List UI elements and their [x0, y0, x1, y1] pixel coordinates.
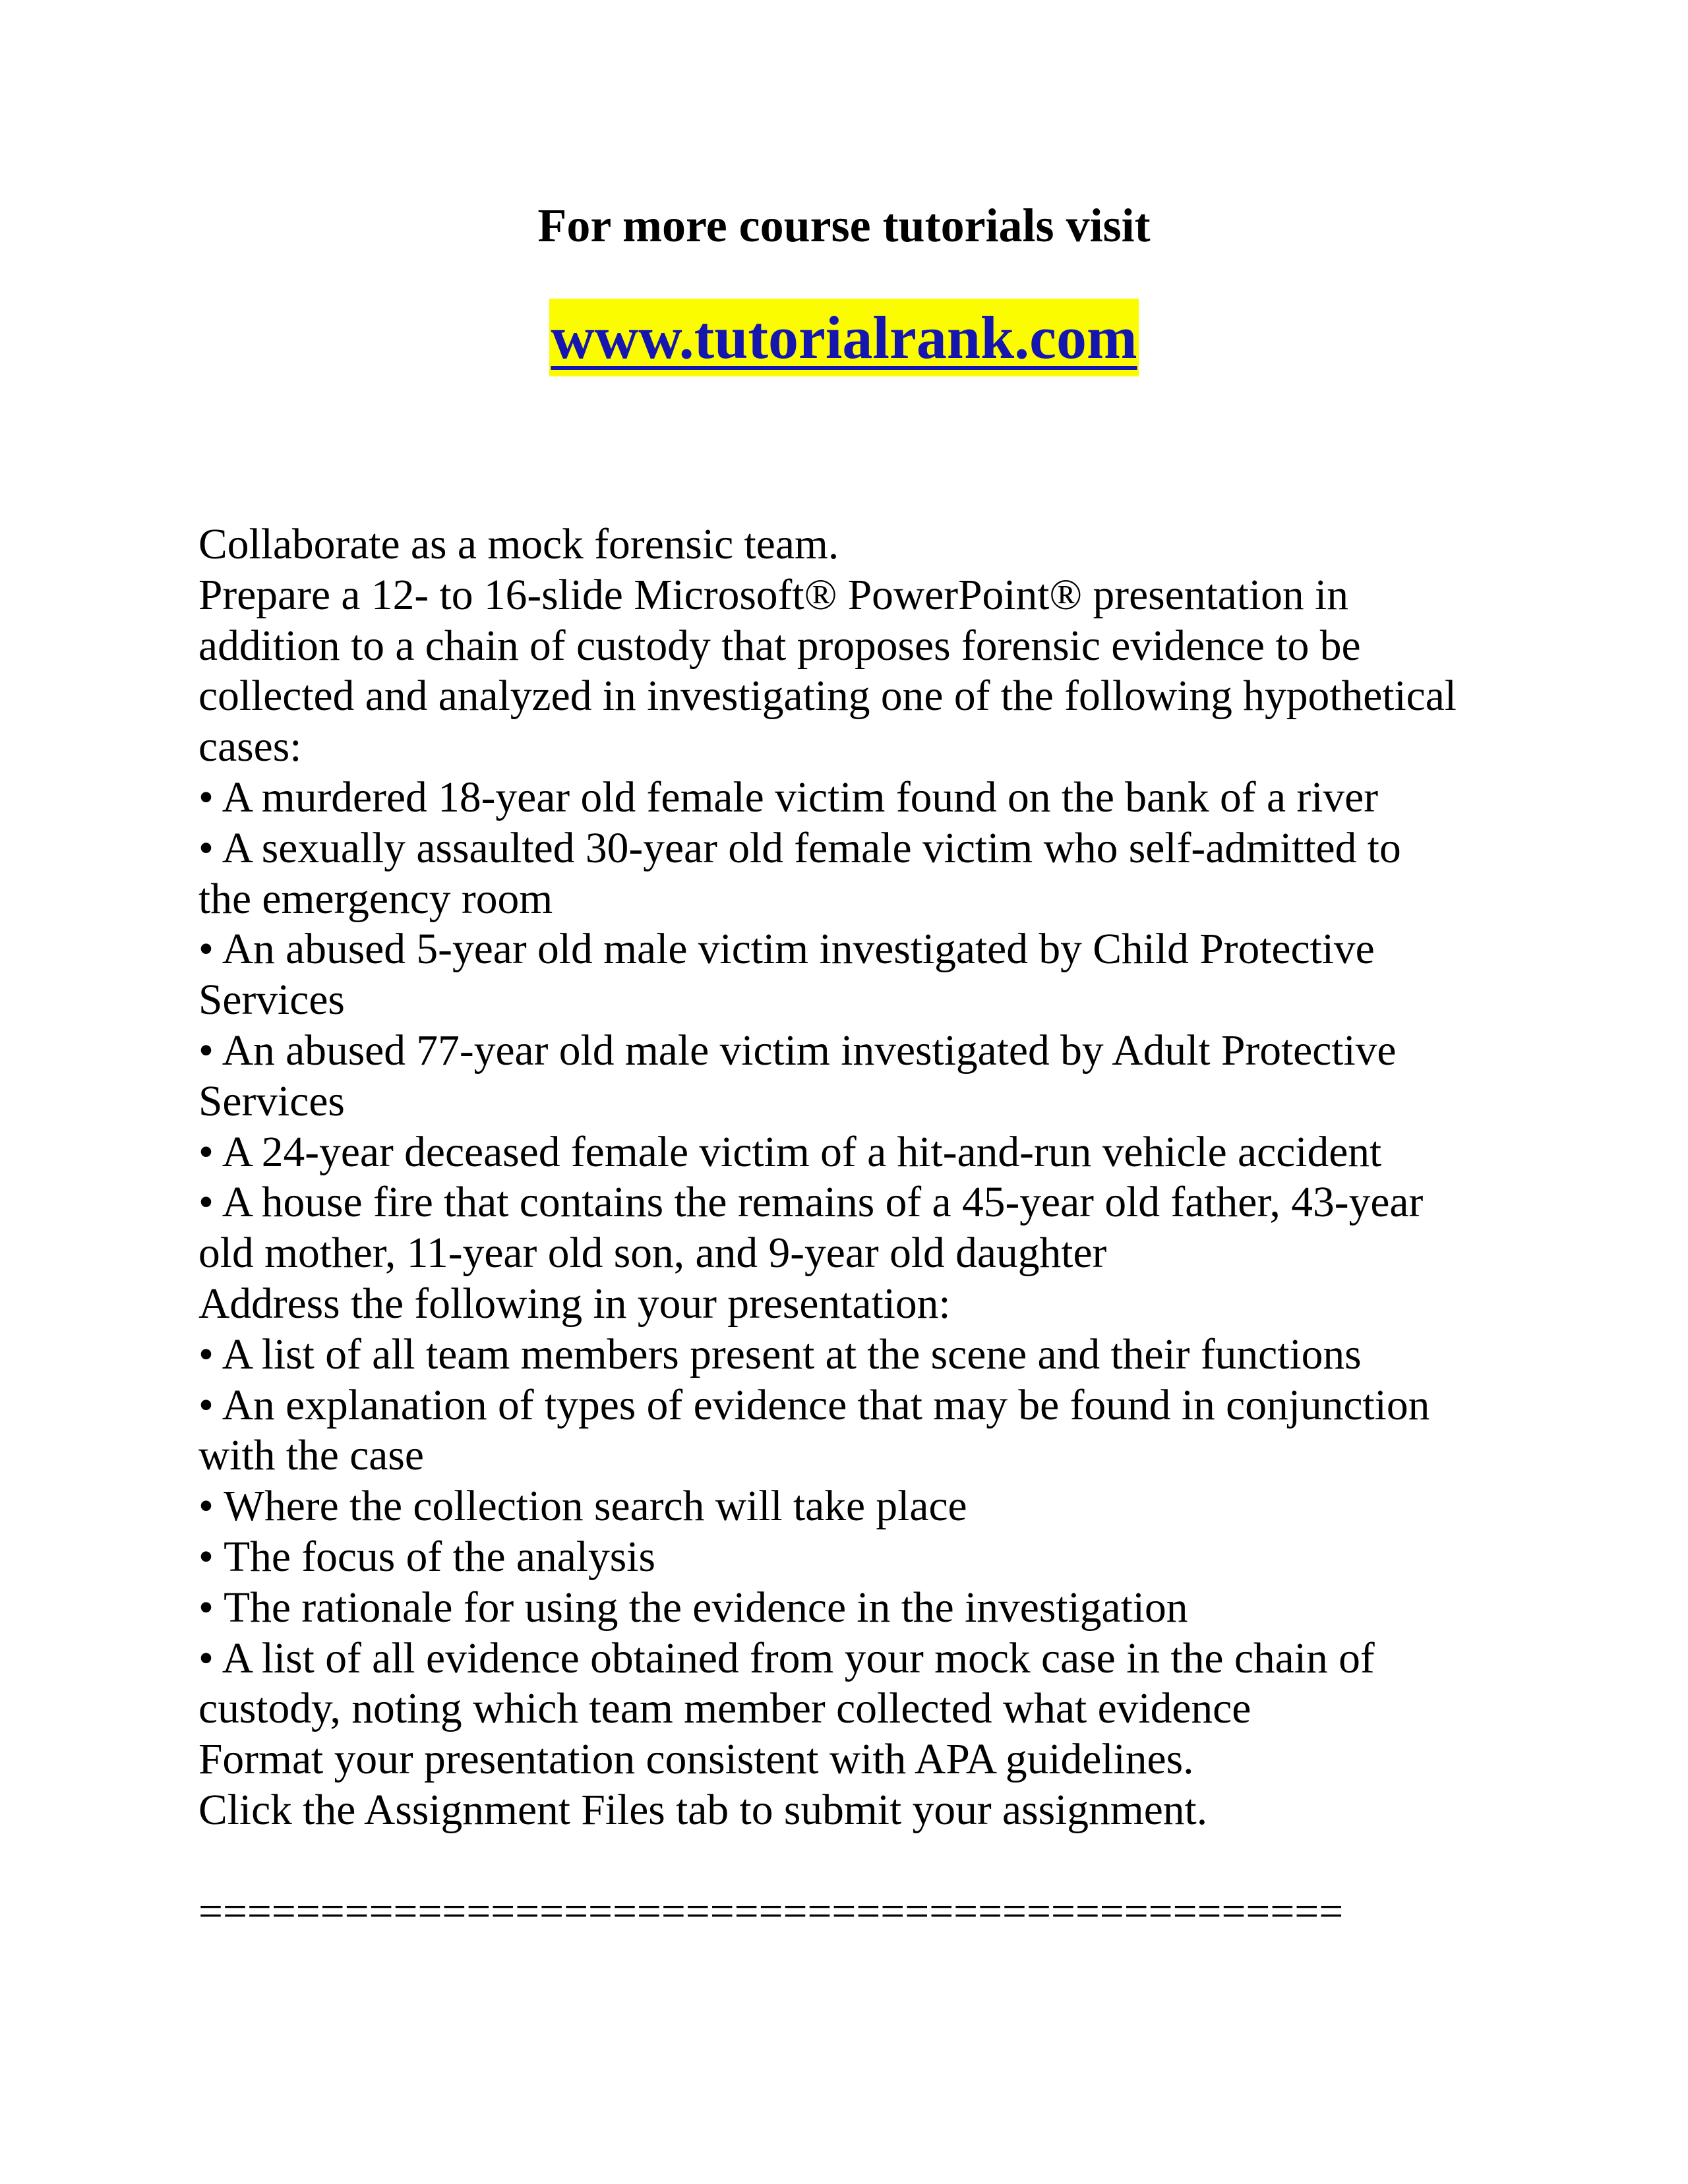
bullet-item: • A murdered 18-year old female victim found on the bank of a river: [198, 773, 1379, 821]
bullet-item: • A sexually assaulted 30-year old female victim who self-admitted to: [198, 824, 1401, 872]
bullet-item: • The focus of the analysis: [198, 1533, 655, 1581]
body-line: old mother, 11-year old son, and 9-year old daughter: [198, 1229, 1107, 1278]
page-title: For more course tutorials visit: [537, 199, 1151, 252]
body-line: Format your presentation consistent with APA guidelines.: [198, 1736, 1194, 1784]
separator-line: ===============================================: [198, 1887, 1344, 1935]
body-line: with the case: [198, 1432, 424, 1480]
body-line: Prepare a 12- to 16-slide Microsoft® PowerPoint® presentation in: [198, 571, 1348, 619]
link-container: [0, 299, 1688, 376]
body-line: Collaborate as a mock forensic team.: [198, 521, 839, 568]
body-line: addition to a chain of custody that proposes forensic evidence to be: [198, 622, 1361, 670]
body-line: Click the Assignment Files tab to submit your assignment.: [198, 1786, 1208, 1834]
body-line: Address the following in your presentation:: [198, 1280, 951, 1328]
body-line: custody, noting which team member collected what evidence: [198, 1685, 1251, 1733]
blank-line: [198, 1836, 1688, 1887]
bullet-item: • A house fire that contains the remains of a 45-year old father, 43-year: [198, 1179, 1424, 1227]
bullet-item: • A 24-year deceased female victim of a hit-and-run vehicle accident: [198, 1128, 1382, 1176]
website-link[interactable]: www.tutorialrank.com: [549, 299, 1138, 376]
bullet-item: • A list of all evidence obtained from your mock case in the chain of: [198, 1634, 1375, 1682]
bullet-item: • An explanation of types of evidence that may be found in conjunction: [198, 1381, 1430, 1429]
body-line: collected and analyzed in investigating one of the following hypothetical: [198, 672, 1457, 721]
document-body: [198, 519, 1688, 1937]
bullet-item: • The rationale for using the evidence in the investigation: [198, 1583, 1188, 1632]
bullet-item: • A list of all team members present at the scene and their functions: [198, 1330, 1362, 1378]
bullet-item: • Where the collection search will take place: [198, 1483, 967, 1531]
body-line: Services: [198, 1077, 345, 1125]
body-line: Services: [198, 976, 345, 1024]
bullet-item: • An abused 5-year old male victim investigated by Child Protective: [198, 926, 1375, 974]
body-line: cases:: [198, 723, 302, 771]
body-line: the emergency room: [198, 875, 553, 923]
bullet-item: • An abused 77-year old male victim investigated by Adult Protective: [198, 1026, 1397, 1075]
